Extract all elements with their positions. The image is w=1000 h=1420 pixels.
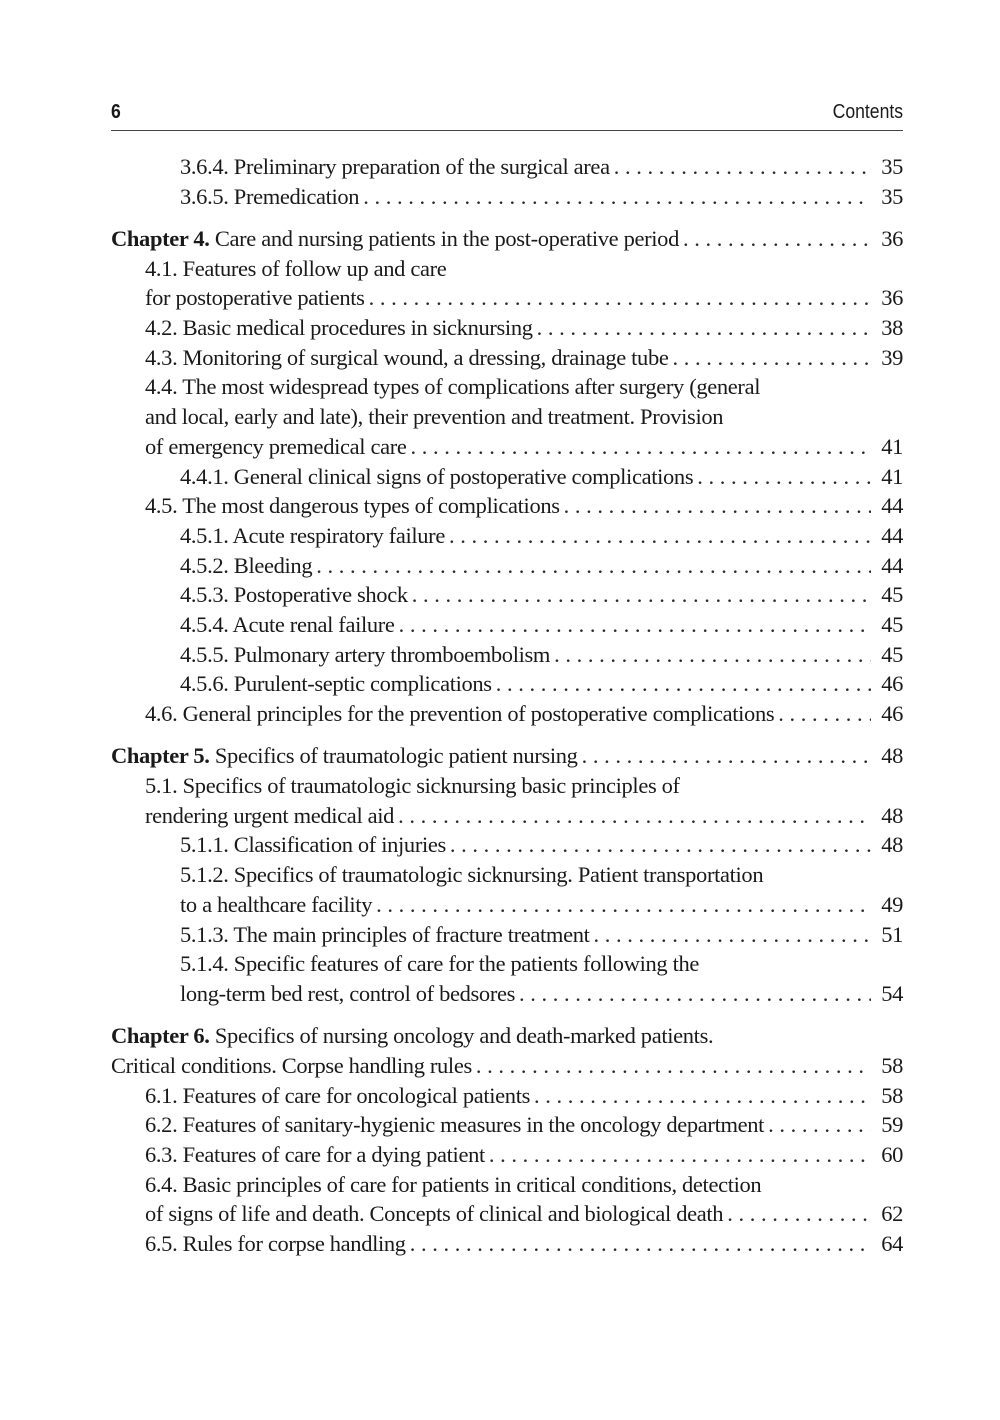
toc-entry-title: 4.5. The most dangerous types of complications bbox=[145, 493, 560, 519]
toc-page-number: 64 bbox=[881, 1231, 903, 1257]
toc-entry-line bbox=[145, 1140, 903, 1170]
toc-entry-line bbox=[180, 580, 903, 610]
toc-entry-title: 4.4. The most widespread types of complications after surgery (general bbox=[145, 374, 761, 400]
toc-chapter-entry[interactable] bbox=[111, 741, 903, 771]
toc-page-number: 44 bbox=[881, 493, 903, 519]
toc-entry[interactable] bbox=[111, 1170, 903, 1229]
toc-entry[interactable] bbox=[111, 640, 903, 670]
toc-entry[interactable] bbox=[111, 152, 903, 182]
chapter-label: Chapter 5. bbox=[111, 743, 210, 769]
dot-leader bbox=[369, 283, 871, 313]
dot-leader bbox=[450, 830, 871, 860]
toc-entry-title: 4.5.6. Purulent-septic complications bbox=[180, 671, 492, 697]
toc-entry-line bbox=[111, 1051, 903, 1081]
toc-entry[interactable] bbox=[111, 920, 903, 950]
page-number: 6 bbox=[111, 101, 121, 123]
toc-entry-title: 4.5.2. Bleeding bbox=[180, 552, 313, 578]
toc-entry-line bbox=[180, 462, 903, 492]
toc-page-number: 54 bbox=[881, 980, 903, 1006]
toc-page-number: 46 bbox=[881, 701, 903, 727]
dot-leader bbox=[727, 1199, 871, 1229]
toc-entry[interactable] bbox=[111, 1110, 903, 1140]
toc-entry-title: Care and nursing patients in the post-operative period bbox=[214, 225, 679, 251]
toc-entry[interactable] bbox=[111, 860, 903, 919]
toc-page-number: 36 bbox=[881, 285, 903, 311]
toc-page-number: 51 bbox=[881, 921, 903, 947]
dot-leader bbox=[398, 801, 871, 831]
toc-entry[interactable] bbox=[111, 182, 903, 212]
dot-leader bbox=[614, 152, 871, 182]
toc-page-number: 49 bbox=[881, 891, 903, 917]
dot-leader bbox=[582, 741, 871, 771]
dot-leader bbox=[594, 920, 871, 950]
toc-chapter-entry[interactable] bbox=[111, 1021, 903, 1080]
toc-entry[interactable] bbox=[111, 343, 903, 373]
toc-page-number: 48 bbox=[881, 832, 903, 858]
toc-entry[interactable] bbox=[111, 580, 903, 610]
dot-leader bbox=[554, 640, 871, 670]
toc-entry-line bbox=[145, 283, 903, 313]
toc-entry[interactable] bbox=[111, 699, 903, 729]
chapter-label: Chapter 6. bbox=[111, 1023, 210, 1049]
running-title: Contents bbox=[832, 101, 903, 123]
toc-page-number: 48 bbox=[881, 802, 903, 828]
toc-entry-title: 6.4. Basic principles of care for patients in critical conditions, detection bbox=[145, 1171, 762, 1197]
toc-entry-line bbox=[180, 610, 903, 640]
toc-entry[interactable] bbox=[111, 254, 903, 313]
toc-entry-line bbox=[145, 313, 903, 343]
toc-entry-line bbox=[111, 741, 903, 771]
dot-leader bbox=[697, 462, 871, 492]
toc-entry-title: 6.5. Rules for corpse handling bbox=[145, 1231, 406, 1257]
toc-entry[interactable] bbox=[111, 1081, 903, 1111]
toc-entry-line bbox=[145, 491, 903, 521]
toc-entry-title: 5.1. Specifics of traumatologic sicknursing basic principles of bbox=[145, 773, 680, 799]
toc-entry-title: 4.1. Features of follow up and care bbox=[145, 255, 447, 281]
dot-leader bbox=[537, 313, 871, 343]
toc-entry-title: 4.5.1. Acute respiratory failure bbox=[180, 522, 445, 548]
toc-entry-title: Specifics of traumatologic patient nursing bbox=[214, 743, 578, 769]
toc-entry-title: 4.3. Monitoring of surgical wound, a dressing, drainage tube bbox=[145, 344, 669, 370]
toc-entry[interactable] bbox=[111, 610, 903, 640]
dot-leader bbox=[489, 1140, 871, 1170]
dot-leader bbox=[412, 580, 871, 610]
toc-entry-line bbox=[180, 830, 903, 860]
toc-entry[interactable] bbox=[111, 669, 903, 699]
toc-entry-line bbox=[145, 402, 903, 432]
toc-entry-title: 6.2. Features of sanitary-hygienic measures in the oncology department bbox=[145, 1112, 765, 1138]
toc-entry-line bbox=[180, 860, 903, 890]
toc-entry-line bbox=[180, 182, 903, 212]
toc-page-number: 35 bbox=[881, 183, 903, 209]
dot-leader bbox=[363, 182, 871, 212]
toc-entry-title: Specifics of nursing oncology and death-marked patients. bbox=[214, 1023, 714, 1049]
dot-leader bbox=[683, 224, 871, 254]
toc-entry-line bbox=[145, 1199, 903, 1229]
toc-entry[interactable] bbox=[111, 949, 903, 1008]
toc-entry-line bbox=[180, 890, 903, 920]
chapter-label: Chapter 4. bbox=[111, 225, 210, 251]
toc-entry-line bbox=[180, 949, 903, 979]
toc-entry[interactable] bbox=[111, 521, 903, 551]
toc-entry-title: long-term bed rest, control of bedsores bbox=[180, 980, 516, 1006]
toc-entry[interactable] bbox=[111, 372, 903, 461]
toc-page-number: 59 bbox=[881, 1112, 903, 1138]
toc-entry[interactable] bbox=[111, 1140, 903, 1170]
toc-entry-title: 3.6.4. Preliminary preparation of the surgical area bbox=[180, 154, 610, 179]
toc-page-number: 45 bbox=[881, 612, 903, 638]
toc-entry-line bbox=[145, 699, 903, 729]
dot-leader bbox=[778, 699, 871, 729]
toc-entry-title: 5.1.3. The main principles of fracture treatment bbox=[180, 921, 590, 947]
dot-leader bbox=[768, 1110, 871, 1140]
toc-entry[interactable] bbox=[111, 771, 903, 830]
toc-entry-title: 6.1. Features of care for oncological patients bbox=[145, 1082, 531, 1108]
toc-entry-line bbox=[145, 254, 903, 284]
toc-entry-title: 6.3. Features of care for a dying patient bbox=[145, 1142, 485, 1167]
toc-page-number: 48 bbox=[881, 743, 903, 769]
toc-entry-line bbox=[180, 979, 903, 1009]
dot-leader bbox=[399, 610, 871, 640]
toc-entry-line bbox=[145, 801, 903, 831]
dot-leader bbox=[534, 1081, 871, 1111]
toc-entry-line bbox=[111, 224, 903, 254]
toc-entry-title: for postoperative patients bbox=[145, 285, 365, 311]
toc-entry-line bbox=[145, 372, 903, 402]
toc-entry-line bbox=[145, 343, 903, 373]
table-of-contents bbox=[111, 152, 903, 1259]
toc-page-number: 36 bbox=[881, 225, 903, 251]
dot-leader bbox=[410, 1229, 871, 1259]
toc-entry-title: 4.5.4. Acute renal failure bbox=[180, 612, 395, 638]
toc-entry-line bbox=[180, 640, 903, 670]
toc-page-number: 41 bbox=[881, 433, 903, 459]
toc-entry-line bbox=[180, 551, 903, 581]
toc-entry-line bbox=[145, 771, 903, 801]
toc-entry-line bbox=[145, 1110, 903, 1140]
toc-entry-title: 4.2. Basic medical procedures in sicknursing bbox=[145, 315, 533, 341]
toc-page-number: 58 bbox=[881, 1082, 903, 1108]
toc-page-number: 58 bbox=[881, 1052, 903, 1078]
toc-entry[interactable] bbox=[111, 551, 903, 581]
toc-entry-title: 5.1.2. Specifics of traumatologic sicknursing. Patient transportation bbox=[180, 862, 764, 888]
toc-entry-title: and local, early and late), their prevention and treatment. Provision bbox=[145, 404, 724, 430]
dot-leader bbox=[564, 491, 871, 521]
toc-page-number: 46 bbox=[881, 671, 903, 697]
toc-page-number: 45 bbox=[881, 582, 903, 608]
toc-page-number: 45 bbox=[881, 641, 903, 667]
dot-leader bbox=[411, 432, 872, 462]
toc-chapter-entry[interactable] bbox=[111, 224, 903, 254]
toc-entry[interactable] bbox=[111, 830, 903, 860]
dot-leader bbox=[476, 1051, 871, 1081]
toc-page-number: 35 bbox=[881, 154, 903, 179]
toc-entry-line bbox=[145, 1229, 903, 1259]
toc-entry-line bbox=[145, 1170, 903, 1200]
toc-entry-title: 5.1.1. Classification of injuries bbox=[180, 832, 446, 858]
toc-page-number: 41 bbox=[881, 463, 903, 489]
toc-entry-line bbox=[180, 669, 903, 699]
dot-leader bbox=[519, 979, 871, 1009]
toc-page-number: 44 bbox=[881, 522, 903, 548]
toc-entry-title: 4.4.1. General clinical signs of postoperative complications bbox=[180, 463, 694, 489]
toc-entry-title: of emergency premedical care bbox=[145, 433, 407, 459]
dot-leader bbox=[672, 343, 871, 373]
toc-page-number: 62 bbox=[881, 1201, 903, 1227]
dot-leader bbox=[316, 551, 871, 581]
toc-entry-line bbox=[180, 152, 903, 182]
toc-page-number: 38 bbox=[881, 315, 903, 341]
dot-leader bbox=[496, 669, 871, 699]
toc-entry[interactable] bbox=[111, 313, 903, 343]
toc-entry-title: 4.5.5. Pulmonary artery thromboembolism bbox=[180, 641, 551, 667]
toc-entry[interactable] bbox=[111, 491, 903, 521]
toc-entry-title: 3.6.5. Premedication bbox=[180, 183, 360, 209]
toc-page-number: 39 bbox=[881, 344, 903, 370]
running-head bbox=[111, 98, 903, 131]
toc-entry-line bbox=[111, 1021, 903, 1051]
toc-entry-line bbox=[145, 432, 903, 462]
toc-entry-title: rendering urgent medical aid bbox=[145, 802, 395, 828]
dot-leader bbox=[449, 521, 871, 551]
toc-page-number: 44 bbox=[881, 552, 903, 578]
toc-entry-title: Critical conditions. Corpse handling rules bbox=[111, 1052, 472, 1078]
toc-entry-line bbox=[145, 1081, 903, 1111]
toc-entry-title: 5.1.4. Specific features of care for the patients following the bbox=[180, 951, 700, 977]
toc-entry-title: of signs of life and death. Concepts of clinical and biological death bbox=[145, 1201, 724, 1227]
toc-entry[interactable] bbox=[111, 1229, 903, 1259]
toc-entry-line bbox=[180, 521, 903, 551]
toc-entry-title: 4.6. General principles for the prevention of postoperative complications bbox=[145, 701, 775, 727]
toc-entry-title: to a healthcare facility bbox=[180, 891, 373, 917]
toc-entry[interactable] bbox=[111, 462, 903, 492]
toc-entry-line bbox=[180, 920, 903, 950]
toc-entry-title: 4.5.3. Postoperative shock bbox=[180, 582, 408, 608]
toc-page-number: 60 bbox=[881, 1142, 903, 1167]
dot-leader bbox=[376, 890, 871, 920]
